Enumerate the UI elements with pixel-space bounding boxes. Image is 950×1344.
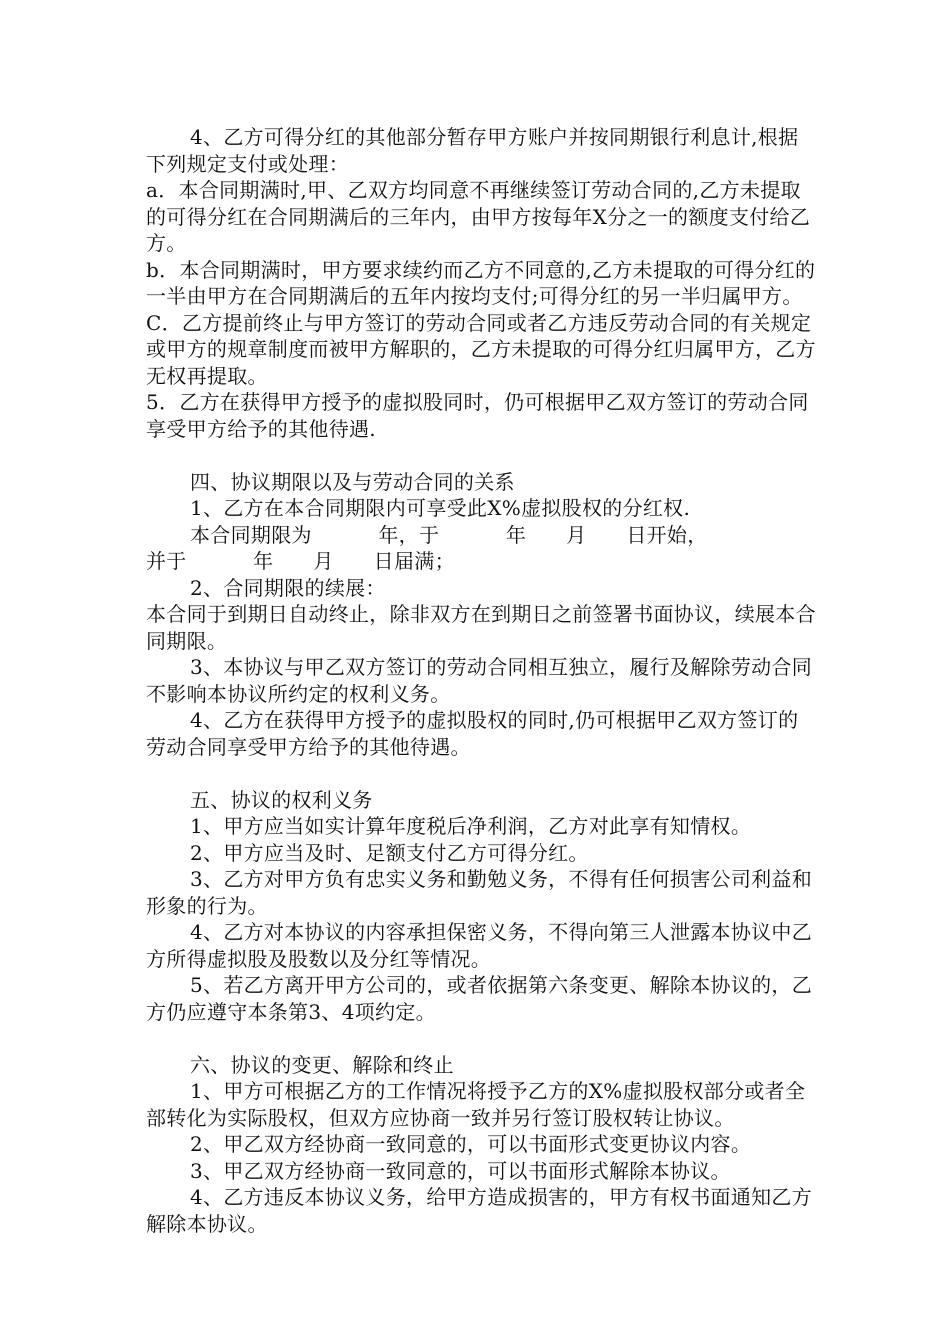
clause-3-4-b: b．本合同期满时，甲方要求续约而乙方不同意的,乙方未提取的可得分红的一半由甲方在合同期满后的五年内按均支付;可得分红的另一半归属甲方。 xyxy=(146,257,816,308)
clause-4-3: 3、本协议与甲乙双方签订的劳动合同相互独立，履行及解除劳动合同不影响本协议所约定的权利义务。 xyxy=(146,655,813,706)
clause-5-5: 5、若乙方离开甲方公司的，或者依据第六条变更、解除本协议的，乙方仍应遵守本条第3、4项约定。 xyxy=(146,973,813,1024)
clause-4-2-body: 本合同于到期日自动终止，除非双方在到期日之前签署书面协议，续展本合同期限。 xyxy=(146,602,816,653)
clause-5-4: 4、乙方对本协议的内容承担保密义务，不得向第三人泄露本协议中乙方所得虚拟股及股数以及分红等情况。 xyxy=(146,920,813,971)
document-body xyxy=(146,124,818,1237)
clause-3-4: 4、乙方可得分红的其他部分暂存甲方账户并按同期银行利息计,根据下列规定支付或处理： xyxy=(146,125,799,176)
clause-3-4-c: C．乙方提前终止与甲方签订的劳动合同或者乙方违反劳动合同的有关规定或甲方的规章制度而被甲方解职的，乙方未提取的可得分红归属甲方，乙方无权再提取。 xyxy=(146,310,816,388)
section-6-heading: 六、协议的变更、解除和终止 xyxy=(190,1052,454,1077)
clause-3-5: 5．乙方在获得甲方授予的虚拟股同时，仍可根据甲乙双方签订的劳动合同享受甲方给予的其他待遇. xyxy=(146,390,809,441)
section-4-heading: 四、协议期限以及与劳动合同的关系 xyxy=(190,469,515,494)
clause-4-1: 1、乙方在本合同期限内可享受此X%虚拟股权的分红权. xyxy=(190,496,691,520)
clause-4-4: 4、乙方在获得甲方授予的虚拟股权的同时,仍可根据甲乙双方签订的劳动合同享受甲方给予的其他待遇。 xyxy=(146,708,799,759)
clause-4-term-line-2: 并于 年 月 日届满； xyxy=(146,549,455,573)
clause-5-3: 3、乙方对甲方负有忠实义务和勤勉义务，不得有任何损害公司利益和形象的行为。 xyxy=(146,867,813,918)
clause-4-term-line-1: 本合同期限为 年，于 年 月 日开始， xyxy=(190,522,708,547)
clause-6-4: 4、乙方违反本协议义务，给甲方造成损害的，甲方有权书面通知乙方解除本协议。 xyxy=(146,1185,813,1236)
paragraph-gap xyxy=(146,760,818,787)
section-5-heading: 五、协议的权利义务 xyxy=(190,787,373,812)
clause-4-2: 2、合同期限的续展： xyxy=(190,575,386,600)
clause-3-4-a: a．本合同期满时,甲、乙双方均同意不再继续签订劳动合同的,乙方未提取的可得分红在合同期满后的三年内，由甲方按每年X分之一的额度支付给乙方。 xyxy=(146,178,811,255)
clause-6-1: 1、甲方可根据乙方的工作情况将授予乙方的X%虚拟股权部分或者全部转化为实际股权，但双方应协商一致并另行签订股权转让协议。 xyxy=(146,1079,806,1130)
clause-5-1: 1、甲方应当如实计算年度税后净利润，乙方对此享有知情权。 xyxy=(190,814,752,838)
paragraph-gap xyxy=(146,1025,818,1052)
clause-6-3: 3、甲乙双方经协商一致同意的，可以书面形式解除本协议。 xyxy=(190,1158,731,1183)
clause-5-2: 2、甲方应当及时、足额支付乙方可得分红。 xyxy=(190,840,589,865)
paragraph-gap xyxy=(146,442,818,469)
clause-6-2: 2、甲乙双方经协商一致同意的，可以书面形式变更协议内容。 xyxy=(190,1132,752,1156)
